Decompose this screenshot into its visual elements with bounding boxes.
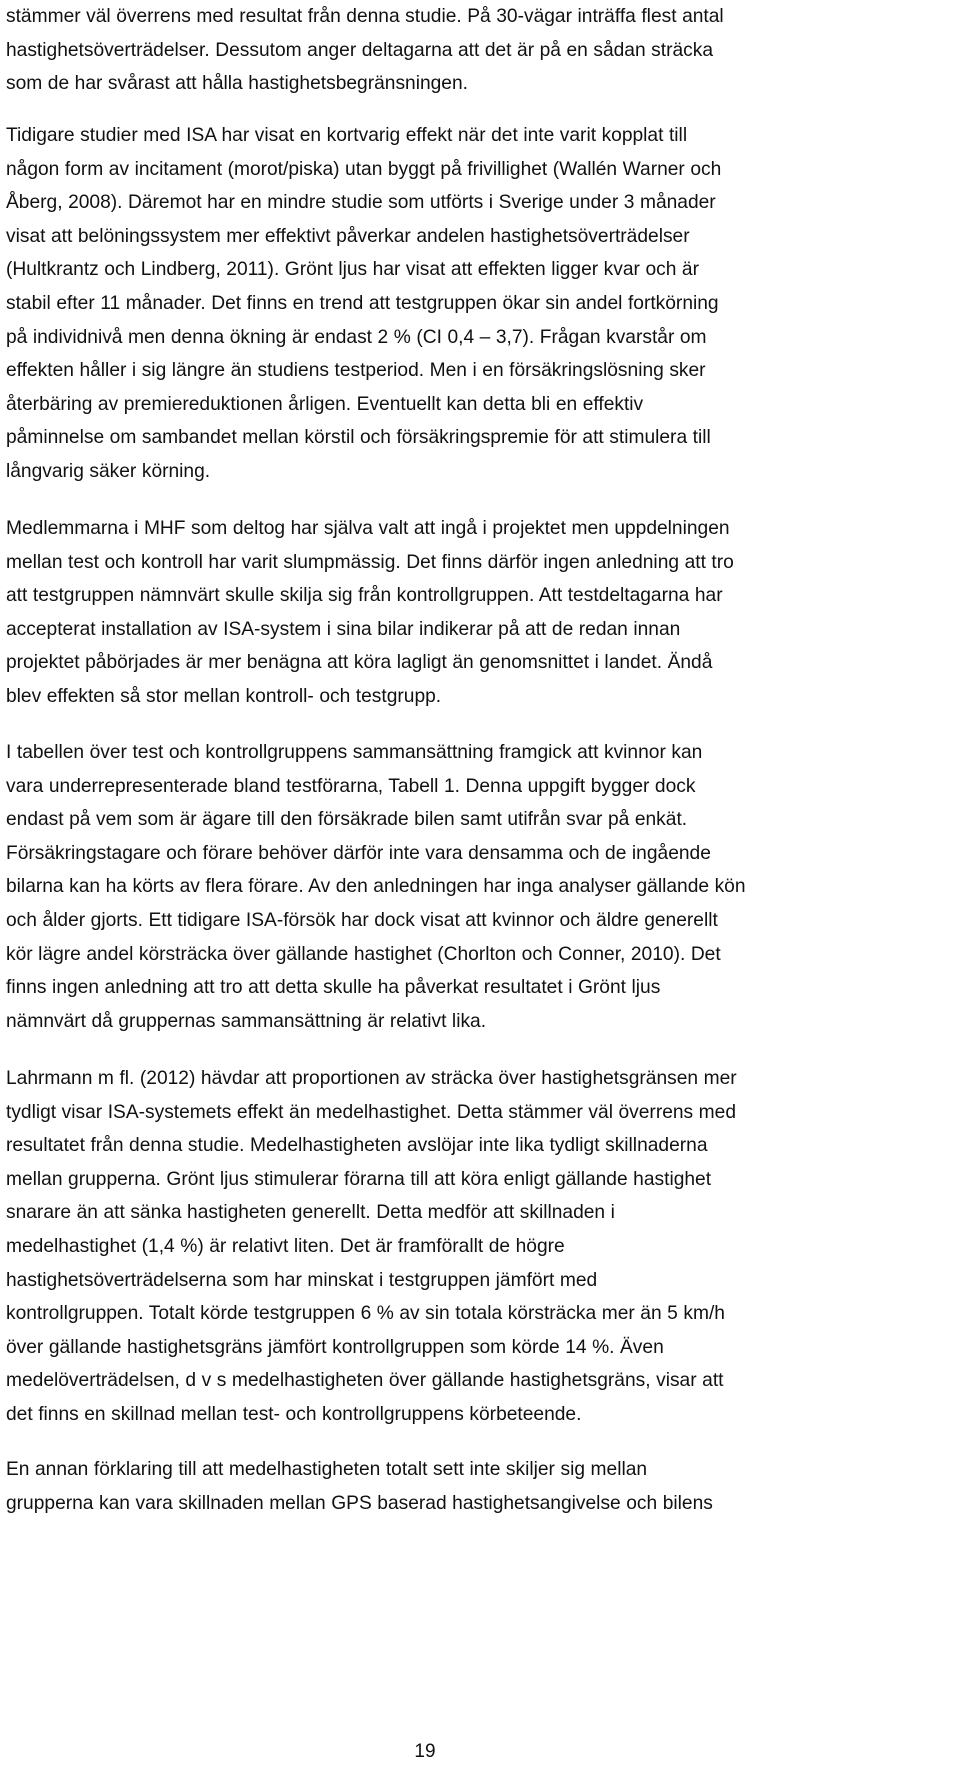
text-line: finns ingen anledning att tro att detta skulle ha påverkat resultatet i Grönt ljus (6, 977, 661, 999)
text-line: på individnivå men denna ökning är endast 2 % (CI 0,4 – 3,7). Frågan kvarstår om (6, 326, 707, 348)
paragraph-2 (6, 119, 951, 489)
text-line: medelhastighet (1,4 %) är relativt liten. Det är framförallt de högre (6, 1235, 565, 1257)
page-number: 19 (414, 1741, 436, 1762)
text-line: över gällande hastighetsgräns jämfört kontrollgruppen som körde 14 %. Även (6, 1336, 664, 1358)
text-line: Medlemmarna i MHF som deltog har själva valt att ingå i projektet men uppdelningen (6, 518, 730, 539)
text-line: mellan test och kontroll har varit slumpmässig. Det finns därför ingen anledning att tro (6, 551, 734, 573)
text-line: att testgruppen nämnvärt skulle skilja sig från kontrollgruppen. Att testdeltagarna har (6, 585, 723, 607)
text-line: resultatet från denna studie. Medelhastigheten avslöjar inte lika tydligt skillnaderna (6, 1135, 708, 1157)
text-line: I tabellen över test och kontrollgruppens sammansättning framgick att kvinnor kan (6, 742, 703, 763)
paragraph-5 (6, 1062, 951, 1432)
text-line: det finns en skillnad mellan test- och kontrollgruppens körbeteende. (6, 1403, 582, 1425)
text-line: hastighetsöverträdelser. Dessutom anger deltagarna att det är på en sådan sträcka (6, 39, 714, 61)
text-line: Tidigare studier med ISA har visat en kortvarig effekt när det inte varit kopplat till (6, 125, 688, 146)
text-line: vara underrepresenterade bland testförarna, Tabell 1. Denna uppgift bygger dock (6, 775, 696, 797)
text-line: grupperna kan vara skillnaden mellan GPS baserad hastighetsangivelse och bilens (6, 1492, 713, 1514)
text-line: långvarig säker körning. (6, 460, 211, 482)
text-line: Försäkringstagare och förare behöver därför inte vara densamma och de ingående (6, 842, 711, 864)
text-line: stabil efter 11 månader. Det finns en trend att testgruppen ökar sin andel fortkörning (6, 292, 719, 314)
text-line: stämmer väl överrens med resultat från denna studie. På 30-vägar inträffa flest antal (6, 6, 724, 27)
text-line: medelöverträdelsen, d v s medelhastigheten över gällande hastighetsgräns, visar att (6, 1370, 724, 1392)
text-line: kontrollgruppen. Totalt körde testgruppen 6 % av sin totala körsträcka mer än 5 km/h (6, 1303, 725, 1325)
text-line: tydligt visar ISA-systemets effekt än medelhastighet. Detta stämmer väl överrens med (6, 1101, 737, 1123)
text-line: någon form av incitament (morot/piska) utan byggt på frivillighet (Wallén Warner och (6, 158, 722, 180)
paragraph-3 (6, 512, 951, 714)
paragraph-4 (6, 736, 951, 1038)
text-line: endast på vem som är ägare till den försäkrade bilen samt utifrån svar på enkät. (6, 809, 688, 831)
text-line: nämnvärt då gruppernas sammansättning är relativt lika. (6, 1010, 487, 1032)
text-line: blev effekten så stor mellan kontroll- och testgrupp. (6, 685, 442, 707)
text-line: snarare än att sänka hastigheten generellt. Detta medför att skillnaden i (6, 1202, 615, 1224)
text-line: Lahrmann m fl. (2012) hävdar att proportionen av sträcka över hastighetsgränsen mer (6, 1068, 737, 1089)
paragraph-1 (6, 0, 951, 101)
text-line: (Hultkrantz och Lindberg, 2011). Grönt ljus har visat att effekten ligger kvar och är (6, 259, 699, 281)
text-line: kör lägre andel körsträcka över gällande hastighet (Chorlton och Conner, 2010). Det (6, 943, 721, 965)
paragraph-6 (6, 1453, 951, 1520)
text-line: och ålder gjorts. Ett tidigare ISA-försök har dock visat att kvinnor och äldre generellt (6, 909, 718, 931)
text-line: påminnelse om sambandet mellan körstil och försäkringspremie för att stimulera till (6, 427, 711, 449)
text-line: mellan grupperna. Grönt ljus stimulerar förarna till att köra enligt gällande hastighet (6, 1168, 712, 1190)
text-line: En annan förklaring till att medelhastigheten totalt sett inte skiljer sig mellan (6, 1459, 648, 1480)
text-line: bilarna kan ha körts av flera förare. Av den anledningen har inga analyser gällande kön (6, 876, 746, 898)
text-line: accepterat installation av ISA-system i sina bilar indikerar på att de redan innan (6, 618, 681, 640)
text-line: återbäring av premiereduktionen årligen. Eventuellt kan detta bli en effektiv (6, 393, 644, 415)
text-line: projektet påbörjades är mer benägna att köra lagligt än genomsnittet i landet. Ändå (6, 652, 713, 674)
text-line: som de har svårast att hålla hastighetsbegränsningen. (6, 73, 468, 95)
text-line: effekten håller i sig längre än studiens testperiod. Men i en försäkringslösning sker (6, 360, 706, 382)
text-line: Åberg, 2008). Däremot har en mindre studie som utförts i Sverige under 3 månader (6, 192, 716, 214)
text-line: visat att belöningssystem mer effektivt påverkar andelen hastighetsöverträdelser (6, 225, 690, 247)
text-line: hastighetsöverträdelserna som har minskat i testgruppen jämfört med (6, 1269, 598, 1291)
